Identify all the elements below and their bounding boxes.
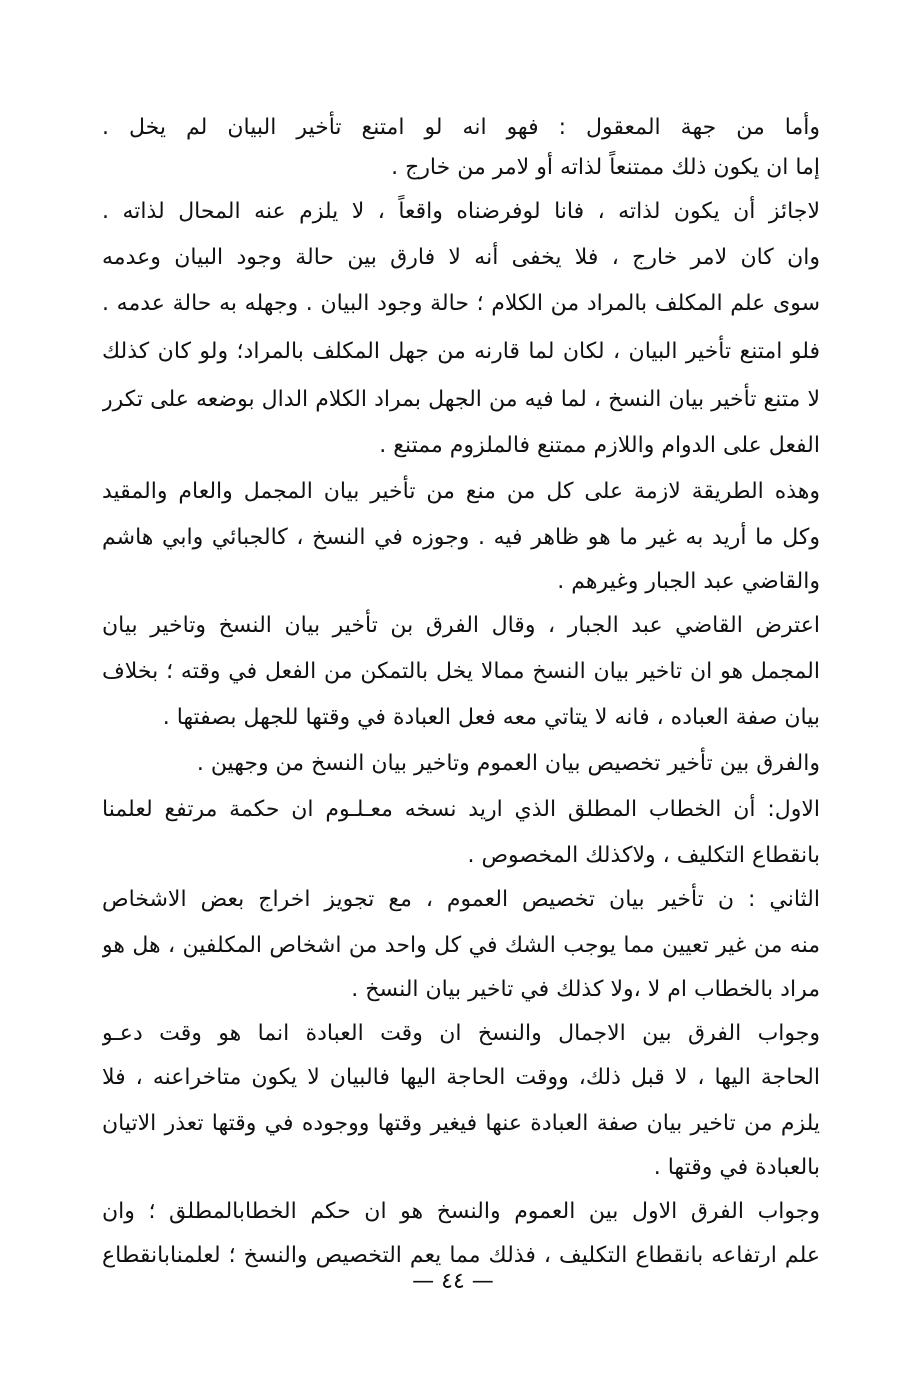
- text-line: لا متنع تأخير بيان النسخ ، لما فيه من الجهل بمراد الكلام الدال بوضعه على تكرر: [102, 387, 820, 412]
- text-line: وجواب الفرق بين الاجمال والنسخ ان وقت العبادة انما هو وقت دعـو: [102, 1021, 820, 1046]
- text-line: وهذه الطريقة لازمة على كل من منع من تأخير بيان المجمل والعام والمقيد: [102, 479, 820, 504]
- text-line: والقاضي عبد الجبار وغيرهم .: [557, 569, 820, 594]
- text-line: إما ان يكون ذلك ممتنعاً لذاته أو لامر من خارج .: [391, 155, 820, 180]
- page-number: — ٤٤ —: [412, 1269, 494, 1294]
- text-line: منه من غير تعيين مما يوجب الشك في كل واحد من اشخاص المكلفين ، هل هو: [102, 933, 820, 958]
- text-line: الثاني : ن تأخير بيان تخصيص العموم ، مع تجويز اخراج بعض الاشخاص: [102, 887, 820, 912]
- text-line: الفعل على الدوام واللازم ممتنع فالملزوم ممتنع .: [379, 433, 820, 458]
- text-line: بيان صفة العباده ، فانه لا يتاتي معه فعل العبادة في وقتها للجهل بصفتها .: [162, 705, 820, 730]
- text-line: وجواب الفرق الاول بين العموم والنسخ هو ان حكم الخطابالمطلق ؛ وان: [102, 1199, 820, 1224]
- text-line: الحاجة اليها ، لا قبل ذلك، ووقت الحاجة اليها فالبيان لا يكون متاخراعنه ، فلا: [102, 1065, 820, 1090]
- text-line: فلو امتنع تأخير البيان ، لكان لما قارنه من جهل المكلف بالمراد؛ ولو كان كذلك: [102, 339, 820, 364]
- text-line: لاجائز أن يكون لذاته ، فانا لوفرضناه واقعاً ، لا يلزم عنه المحال لذاته .: [102, 199, 820, 224]
- text-line: وان كان لامر خارج ، فلا يخفى أنه لا فارق بين حالة وجود البيان وعدمه: [102, 245, 820, 270]
- text-line: بالعبادة في وقتها .: [653, 1155, 820, 1180]
- text-line: الاول: أن الخطاب المطلق الذي اريد نسخه معـلـوم ان حكمة مرتفع لعلمنا: [102, 797, 820, 822]
- text-line: وكل ما أريد به غير ما هو ظاهر فيه . وجوزه في النسخ ، كالجبائي وابي هاشم: [102, 525, 820, 550]
- text-line: مراد بالخطاب ام لا ،ولا كذلك في تاخير بيان النسخ .: [351, 977, 820, 1002]
- text-line: يلزم من تاخير بيان صفة العبادة عنها فيغير وقتها ووجوده في وقتها تعذر الاتيان: [102, 1111, 820, 1136]
- text-line: وأما من جهة المعقول : فهو انه لو امتنع تأخير البيان لم يخل .: [102, 115, 820, 140]
- text-line: والفرق بين تأخير تخصيص بيان العموم وتاخير بيان النسخ من وجهين .: [196, 751, 820, 776]
- text-line: المجمل هو ان تاخير بيان النسخ ممالا يخل بالتمكن من الفعل في وقته ؛ بخلاف: [102, 659, 820, 684]
- text-line: سوى علم المكلف بالمراد من الكلام ؛ حالة وجود البيان . وجهله به حالة عدمه .: [102, 291, 820, 316]
- text-line: بانقطاع التكليف ، ولاكذلك المخصوص .: [467, 843, 820, 868]
- text-line: اعترض القاضي عبد الجبار ، وقال الفرق بن تأخير بيان النسخ وتاخير بيان: [102, 613, 820, 638]
- text-line: علم ارتفاعه بانقطاع التكليف ، فذلك مما يعم التخصيص والنسخ ؛ لعلمنابانقطاع: [102, 1243, 820, 1268]
